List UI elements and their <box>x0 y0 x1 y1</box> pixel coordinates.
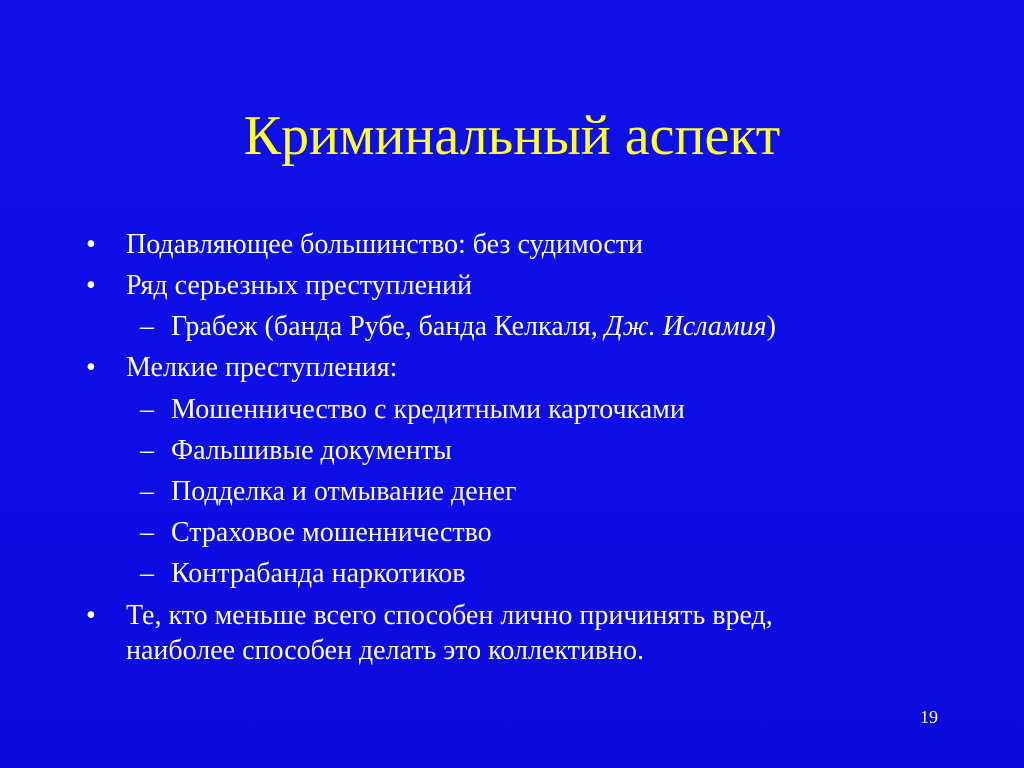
sub-bullet-item: Страховое мошенничество <box>171 517 492 548</box>
sub-bullet-text: Грабеж (банда Рубе, банда Келкаля, <box>171 311 605 342</box>
sub-bullet-item: Контрабанда наркотиков <box>171 558 466 589</box>
sub-bullet-text-end: ) <box>766 311 776 342</box>
sub-bullet-icon: – <box>140 558 154 589</box>
bullet-icon: • <box>86 352 96 383</box>
sub-bullet-item: Фальшивые документы <box>171 435 452 466</box>
sub-bullet-icon: – <box>140 435 154 466</box>
sub-bullet-item: Мошенничество с кредитными карточками <box>171 394 685 425</box>
slide-title: Криминальный аспект <box>243 105 781 167</box>
bullet-icon: • <box>86 600 96 631</box>
sub-bullet-italic-text: Дж. Исламия <box>604 311 767 342</box>
bullet-icon: • <box>86 229 96 260</box>
bullet-item-line-2: наиболее способен делать это коллективно. <box>126 635 645 666</box>
sub-bullet-icon: – <box>140 517 154 548</box>
sub-bullet-icon: – <box>140 311 154 342</box>
bullet-item: Мелкие преступления: <box>126 352 398 383</box>
sub-bullet-item: Подделка и отмывание денег <box>171 476 517 507</box>
bullet-item: Ряд серьезных преступлений <box>126 270 472 301</box>
bullet-item-line-1: Те, кто меньше всего способен лично причинять вред, <box>126 600 773 631</box>
page-number: 19 <box>920 707 938 727</box>
bullet-icon: • <box>86 270 96 301</box>
sub-bullet-item <box>171 310 776 344</box>
sub-bullet-icon: – <box>140 476 154 507</box>
sub-bullet-icon: – <box>140 394 154 425</box>
bullet-item: Подавляющее большинство: без судимости <box>126 229 644 260</box>
